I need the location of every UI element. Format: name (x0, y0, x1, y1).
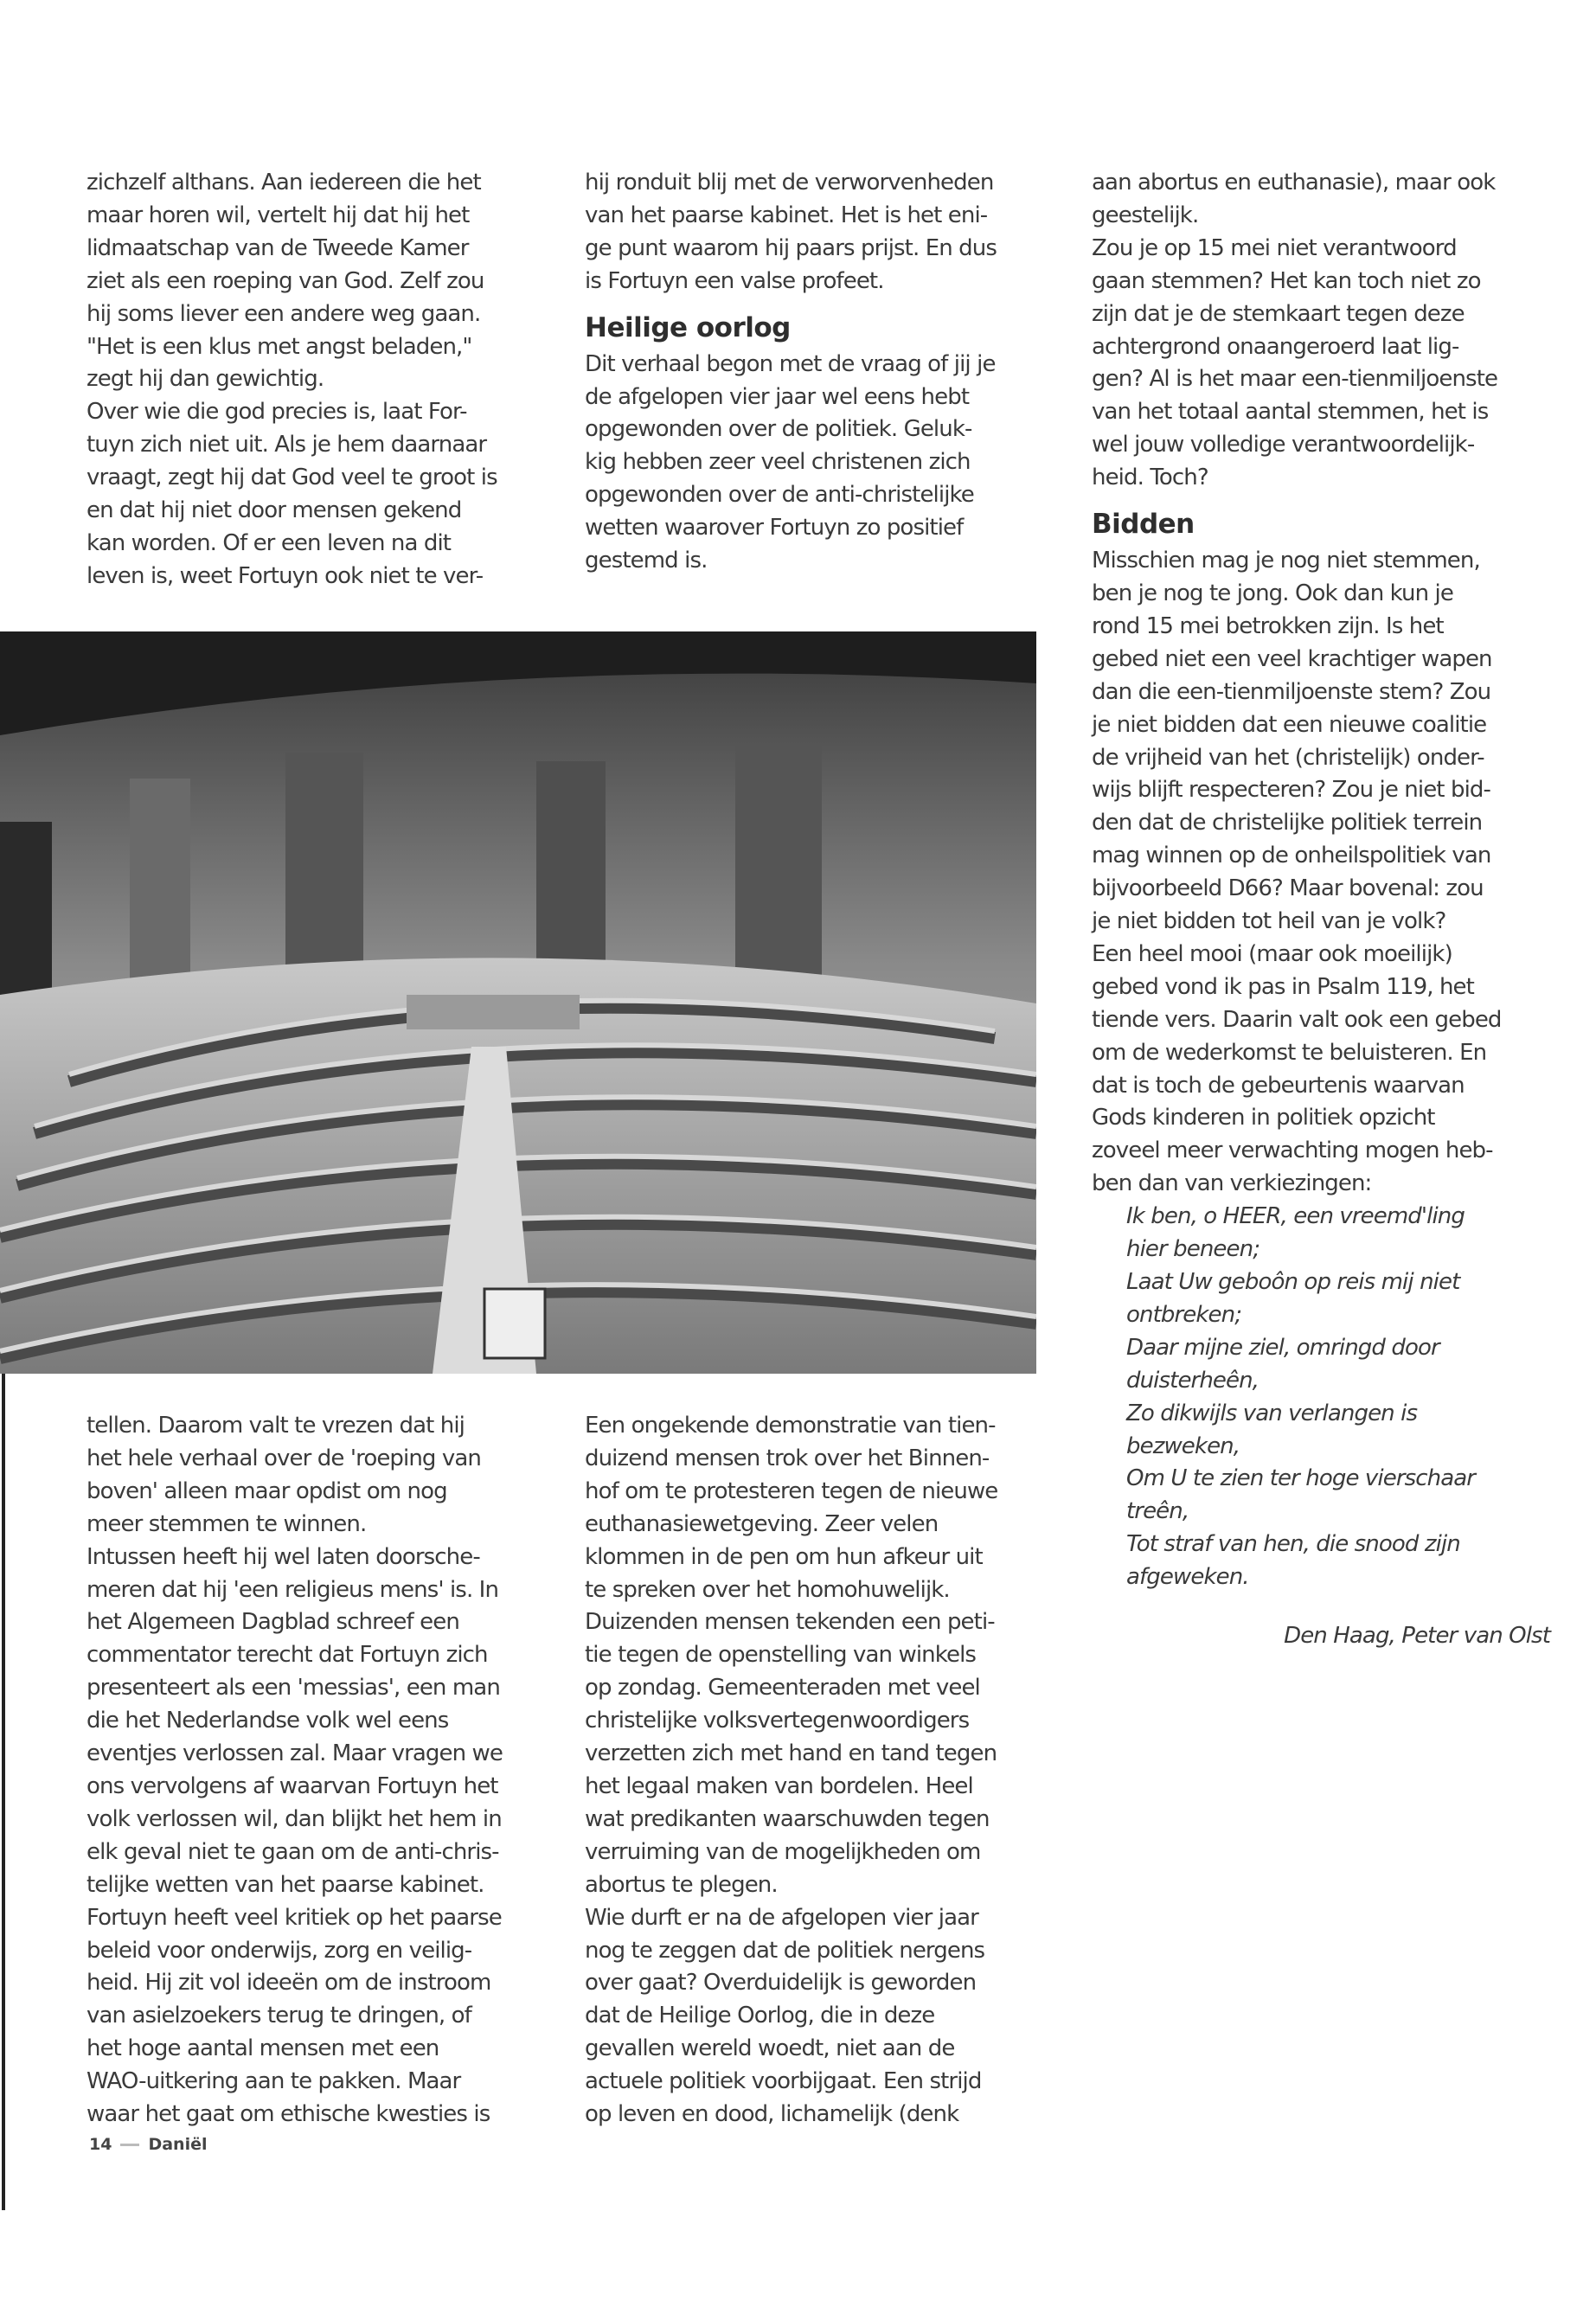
text-line: actuele politiek voorbijgaat. Een strijd (585, 2068, 982, 2095)
text-line: je niet bidden tot heil van je volk? (1092, 908, 1446, 935)
heading-bidden: Bidden (1092, 509, 1195, 541)
text-line: rond 15 mei betrokken zijn. Is het (1092, 612, 1444, 639)
text-line: hij soms liever een andere weg gaan. (87, 300, 481, 327)
text-line: tie tegen de openstelling van winkels (585, 1642, 977, 1669)
text-line: dan die een-tienmiljoenste stem? Zou (1092, 678, 1491, 705)
text-line: zegt hij dan gewichtig. (87, 366, 324, 393)
text-line: wetten waarover Fortuyn zo positief (585, 515, 964, 542)
text-line: elk geval niet te gaan om de anti-chris- (87, 1838, 499, 1865)
text-line: zoveel meer verwachting mogen heb- (1092, 1138, 1493, 1164)
parliament-chamber-photo (0, 631, 1036, 1374)
text-line: Laat Uw geboôn op reis mij niet (1126, 1269, 1460, 1295)
column-1-top (87, 167, 554, 593)
text-line: ben dan van verkiezingen: (1092, 1170, 1372, 1197)
text-line: Duizenden mensen tekenden een peti- (585, 1609, 995, 1636)
text-line: gevallen wereld woedt, niet aan de (585, 2035, 955, 2062)
text-line: Een ongekende demonstratie van tien- (585, 1413, 996, 1439)
text-line: lidmaatschap van de Tweede Kamer (87, 234, 469, 261)
text-line: ziet als een roeping van God. Zelf zou (87, 267, 484, 294)
text-line: opgewonden over de anti-christelijke (585, 482, 974, 509)
text-line: maar horen wil, vertelt hij dat hij het (87, 202, 470, 228)
text-line: verzetten zich met hand en tand tegen (585, 1740, 997, 1767)
text-line: ons vervolgens af waarvan Fortuyn het (87, 1772, 498, 1799)
footer-dash (120, 2144, 139, 2146)
text-line: presenteert als een 'messias', een man (87, 1675, 500, 1702)
text-line: Wie durft er na de afgelopen vier jaar (585, 1904, 978, 1931)
column-2-body (585, 349, 1052, 578)
text-line: wat predikanten waarschuwden tegen (585, 1805, 990, 1832)
text-line: treên, (1126, 1498, 1189, 1525)
text-line: waar het gaat om ethische kwesties is (87, 2101, 490, 2128)
text-line: het hoge aantal mensen met een (87, 2035, 439, 2062)
text-line: van asielzoekers terug te dringen, of (87, 2003, 471, 2029)
text-line: den dat de christelijke politiek terrein (1092, 810, 1483, 836)
text-line: ben je nog te jong. Ook dan kun je (1092, 580, 1453, 606)
text-line: duizend mensen trok over het Binnen- (585, 1445, 990, 1471)
text-line: die het Nederlandse volk wel eens (87, 1708, 449, 1734)
page-number: 14 (89, 2135, 112, 2154)
text-line: heid. Hij zit vol ideeën om de instroom (87, 1970, 491, 1997)
text-line: de afgelopen vier jaar wel eens hebt (585, 383, 970, 410)
text-line: hij ronduit blij met de verworvenheden (585, 170, 994, 195)
text-line: Intussen heeft hij wel laten doorsche- (87, 1543, 480, 1570)
text-line: en dat hij niet door mensen gekend (87, 497, 462, 524)
text-line: te spreken over het homohuwelijk. (585, 1576, 950, 1603)
text-line: opgewonden over de politiek. Geluk- (585, 416, 972, 443)
text-line: wel jouw volledige verantwoordelijk- (1092, 432, 1475, 458)
text-line: meer stemmen te winnen. (87, 1510, 367, 1537)
text-line: Daar mijne ziel, omringd door (1126, 1334, 1439, 1361)
text-line: op zondag. Gemeenteraden met veel (585, 1675, 980, 1702)
column-1-bottom (87, 1410, 554, 2131)
text-line: dat is toch de gebeurtenis waarvan (1092, 1072, 1465, 1099)
text-line: gen? Al is het maar een-tienmiljoenste (1092, 366, 1498, 393)
text-line: meren dat hij 'een religieus mens' is. In (87, 1576, 499, 1603)
magazine-name: Daniël (148, 2135, 208, 2154)
text-line: nog te zeggen dat de politiek nergens (585, 1937, 985, 1964)
page-footer (89, 2135, 207, 2154)
psalm-poem (1092, 1201, 1559, 1594)
text-line: bezweken, (1126, 1433, 1240, 1459)
text-line: christelijke volksvertegenwoordigers (585, 1708, 970, 1734)
text-line: telijke wetten van het paarse kabinet. (87, 1871, 484, 1898)
text-line: hier beneen; (1126, 1236, 1260, 1263)
text-line: zichzelf althans. Aan iedereen die het (87, 170, 481, 195)
text-line: ge punt waarom hij paars prijst. En dus (585, 234, 997, 261)
text-line: zijn dat je de stemkaart tegen deze (1092, 300, 1465, 327)
text-line: beleid voor onderwijs, zorg en veilig- (87, 1937, 472, 1964)
text-line: Ik ben, o HEER, een vreemd'ling (1126, 1203, 1465, 1230)
heading-heilige-oorlog: Heilige oorlog (585, 311, 791, 343)
text-line: tuyn zich niet uit. Als je hem daarnaar (87, 432, 487, 458)
text-line: volk verlossen wil, dan blijkt het hem in (87, 1805, 502, 1832)
text-line: om de wederkomst te beluisteren. En (1092, 1039, 1487, 1066)
text-line: duisterheên, (1126, 1367, 1259, 1394)
text-line: de vrijheid van het (christelijk) onder- (1092, 744, 1484, 771)
text-line: commentator terecht dat Fortuyn zich (87, 1642, 488, 1669)
column-2-intro (585, 167, 1052, 298)
text-line: euthanasiewetgeving. Zeer velen (585, 1510, 939, 1537)
column-2-bottom (585, 1410, 1052, 2131)
author-signature: Den Haag, Peter van Olst (1284, 1623, 1550, 1650)
text-line: ontbreken; (1126, 1301, 1242, 1328)
column-3-intro (1092, 167, 1559, 495)
text-line: heid. Toch? (1092, 465, 1208, 491)
text-line: aan abortus en euthanasie), maar ook (1092, 170, 1496, 195)
text-line: WAO-uitkering aan te pakken. Maar (87, 2068, 461, 2095)
text-line: achtergrond onaangeroerd laat lig- (1092, 333, 1459, 360)
text-line: gebed niet een veel krachtiger wapen (1092, 645, 1492, 672)
text-line: gebed vond ik pas in Psalm 119, het (1092, 973, 1474, 1000)
text-line: je niet bidden dat een nieuwe coalitie (1092, 711, 1487, 738)
text-line: het hele verhaal over de 'roeping van (87, 1445, 481, 1471)
text-line: kig hebben zeer veel christenen zich (585, 449, 971, 476)
text-line: eventjes verlossen zal. Maar vragen we (87, 1740, 503, 1767)
text-line: geestelijk. (1092, 202, 1199, 228)
text-line: leven is, weet Fortuyn ook niet te ver- (87, 562, 484, 589)
text-line: boven' alleen maar opdist om nog (87, 1477, 447, 1504)
text-line: van het paarse kabinet. Het is het eni- (585, 202, 988, 228)
text-line: vraagt, zegt hij dat God veel te groot is (87, 465, 497, 491)
text-line: kan worden. Of er een leven na dit (87, 529, 452, 556)
text-line: tellen. Daarom valt te vrezen dat hij (87, 1413, 465, 1439)
text-line: gestemd is. (585, 548, 708, 574)
text-line: "Het is een klus met angst beladen," (87, 333, 472, 360)
text-line: Tot straf van hen, die snood zijn (1126, 1531, 1460, 1558)
text-line: Fortuyn heeft veel kritiek op het paarse (87, 1904, 502, 1931)
text-line: Om U te zien ter hoge vierschaar (1126, 1465, 1476, 1492)
text-line: Dit verhaal begon met de vraag of jij je (585, 350, 996, 377)
text-line: verruiming van de mogelijkheden om (585, 1838, 981, 1865)
text-line: wijs blijft respecteren? Zou je niet bid- (1092, 777, 1490, 804)
text-line: op leven en dood, lichamelijk (denk (585, 2101, 959, 2128)
text-line: Een heel mooi (maar ook moeilijk) (1092, 940, 1452, 967)
text-line: hof om te protesteren tegen de nieuwe (585, 1477, 998, 1504)
text-line: het Algemeen Dagblad schreef een (87, 1609, 459, 1636)
text-line: mag winnen op de onheilspolitiek van (1092, 843, 1491, 869)
column-3 (1092, 167, 1559, 1653)
text-line: tiende vers. Daarin valt ook een gebed (1092, 1006, 1502, 1033)
text-line: Over wie die god precies is, laat For- (87, 399, 467, 426)
text-line: het legaal maken van bordelen. Heel (585, 1772, 973, 1799)
column-2-top (585, 167, 1052, 578)
text-line: Misschien mag je nog niet stemmen, (1092, 548, 1480, 574)
text-line: bijvoorbeeld D66? Maar bovenal: zou (1092, 875, 1484, 902)
text-line: klommen in de pen om hun afkeur uit (585, 1543, 983, 1570)
column-3-body (1092, 545, 1559, 1201)
text-line: Zou je op 15 mei niet verantwoord (1092, 234, 1457, 261)
text-line: gaan stemmen? Het kan toch niet zo (1092, 267, 1481, 294)
text-line: Gods kinderen in politiek opzicht (1092, 1105, 1435, 1131)
text-line: Zo dikwijls van verlangen is (1126, 1400, 1418, 1426)
text-line: dat de Heilige Oorlog, die in deze (585, 2003, 935, 2029)
text-line: van het totaal aantal stemmen, het is (1092, 399, 1489, 426)
text-line: over gaat? Overduidelijk is geworden (585, 1970, 977, 1997)
text-line: afgeweken. (1126, 1564, 1249, 1591)
text-line: abortus te plegen. (585, 1871, 778, 1898)
text-line: is Fortuyn een valse profeet. (585, 267, 884, 294)
